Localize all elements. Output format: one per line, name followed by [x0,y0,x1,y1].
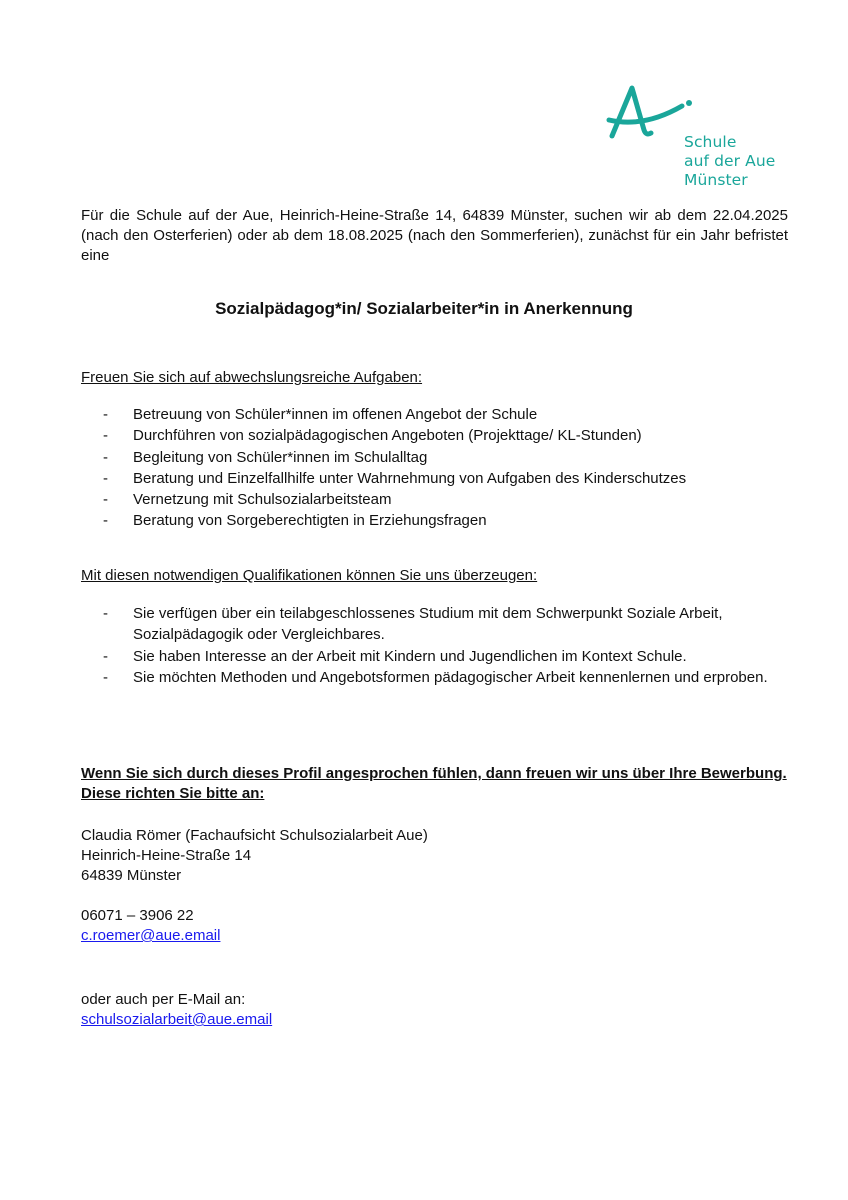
list-item-text: Begleitung von Schüler*innen im Schulalltag [133,448,428,466]
list-item [81,667,801,688]
tasks-list [81,404,801,532]
alt-email-label: oder auch per E-Mail an: [81,991,246,1008]
dash-marker: - [103,647,108,665]
school-logo-text [684,133,775,190]
logo-line-2: auf der Aue [684,152,776,170]
list-item-text: Sie möchten Methoden und Angebotsformen pädagogischer Arbeit kennenlernen und erproben. [133,668,768,686]
call-to-action: Wenn Sie sich durch dieses Profil angesprochen fühlen, dann freuen wir uns über Ihre Bewerbung. Diese richten Sie bitte an: [81,765,787,802]
list-item-text: Betreuung von Schüler*innen im offenen Angebot der Schule [133,406,538,423]
dash-marker: - [103,469,108,487]
list-item-text: Durchführen von sozialpädagogischen Angeboten (Projekttage/ KL-Stunden) [133,427,642,445]
logo-line-1: Schule [684,133,737,151]
dash-marker: - [103,427,108,445]
list-item [81,468,801,489]
list-item-text: Beratung von Sorgeberechtigten in Erziehungsfragen [133,512,487,530]
school-logo [604,84,804,194]
contact-address [81,826,428,886]
qualifications-heading: Mit diesen notwendigen Qualifikationen können Sie uns überzeugen: [81,567,538,584]
dash-marker: - [103,512,108,530]
contact-name: Claudia Römer (Fachaufsicht Schulsozialarbeit Aue) [81,827,428,844]
logo-line-3: Münster [684,171,748,189]
qualifications-list [81,603,801,688]
list-item [81,603,801,646]
contact-city: 64839 Münster [81,867,182,884]
list-item-text: Sie haben Interesse an der Arbeit mit Kindern und Jugendlichen im Kontext Schule. [133,647,687,665]
job-title: Sozialpädagog*in/ Sozialarbeiter*in in Anerkennung [215,299,633,318]
list-item-text: Sie verfügen über ein teilabgeschlossenes Studium mit dem Schwerpunkt Soziale Arbeit, Sozialpädagogik oder Vergleichbares. [133,605,723,644]
list-item [81,489,801,510]
list-item [81,646,801,667]
list-item [81,404,801,425]
intro-paragraph: Für die Schule auf der Aue, Heinrich-Heine-Straße 14, 64839 Münster, suchen wir ab dem 22.04.2025 (nach den Osterferien) oder ab dem 18.08.2025 (nach den Sommerferien), zunächst für ein Jahr befristet eine [81,207,788,264]
dash-marker: - [103,406,108,423]
list-item [81,447,801,468]
dash-marker: - [103,605,108,622]
list-item-text: Vernetzung mit Schulsozialarbeitsteam [133,491,392,509]
dash-marker: - [103,448,108,466]
dash-marker: - [103,491,108,509]
contact-street: Heinrich-Heine-Straße 14 [81,847,252,864]
tasks-heading: Freuen Sie sich auf abwechslungsreiche Aufgaben: [81,369,423,386]
list-item-text: Beratung und Einzelfallhilfe unter Wahrnehmung von Aufgaben des Kinderschutzes [133,469,687,487]
contact-email-link[interactable]: c.roemer@aue.email [81,927,221,944]
dash-marker: - [103,668,108,686]
contact-phone: 06071 – 3906 22 [81,907,194,924]
list-item [81,510,801,531]
list-item [81,425,801,446]
alt-email-link[interactable]: schulsozialarbeit@aue.email [81,1011,273,1028]
